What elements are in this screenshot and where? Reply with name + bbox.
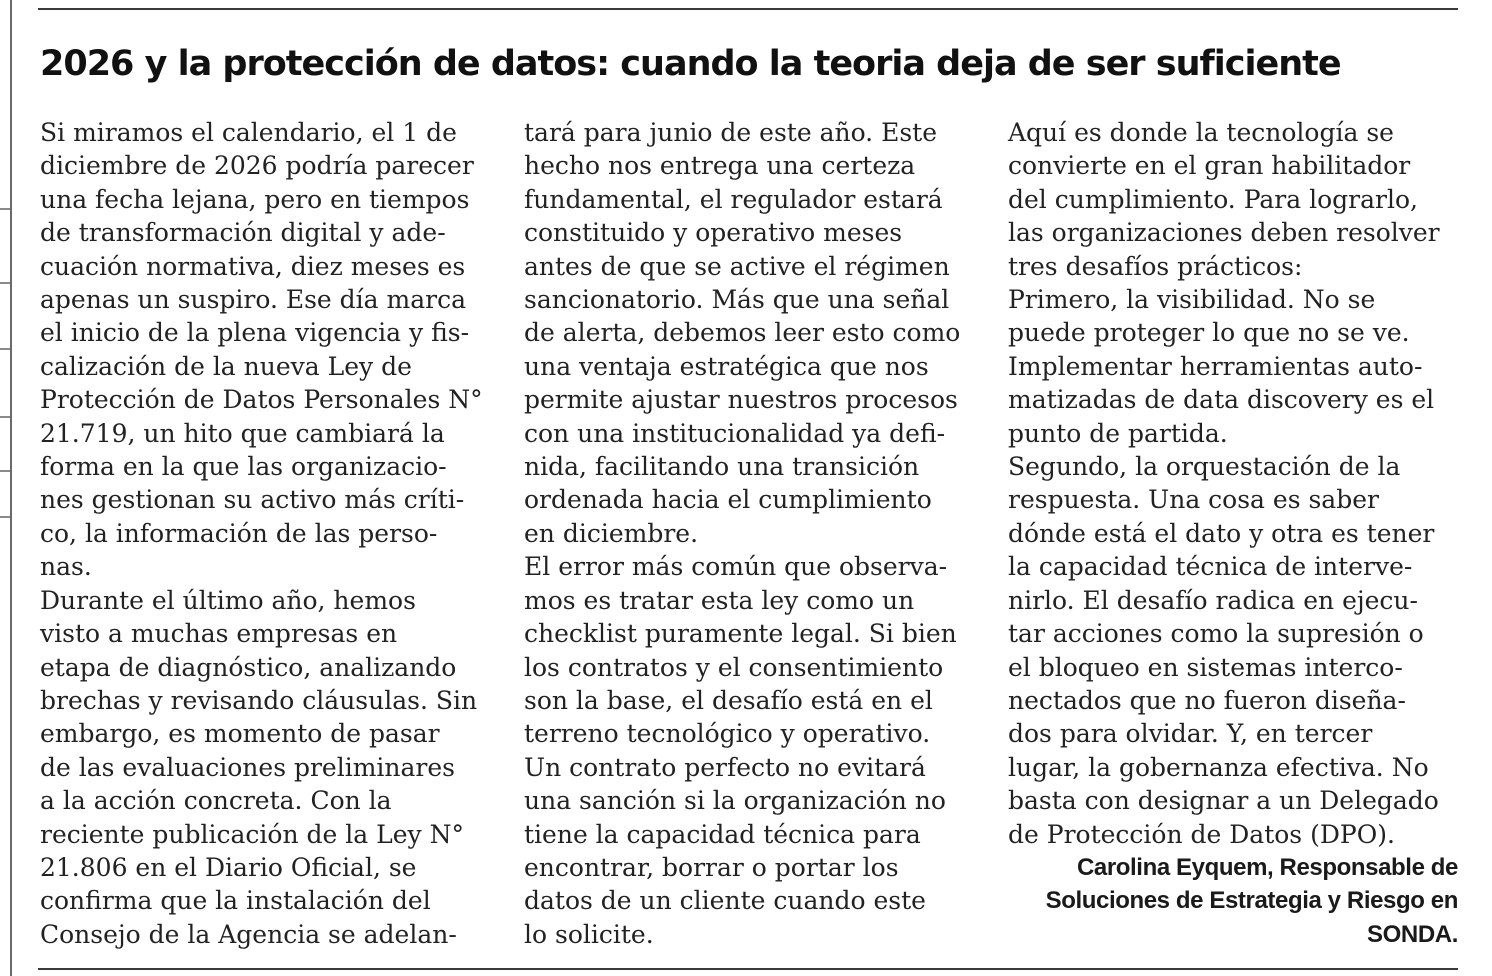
column-line: lo solicite.: [524, 919, 654, 949]
column-line: los contratos y el consentimiento: [524, 652, 944, 682]
author-byline: [1008, 851, 1458, 951]
column-line: matizadas de data discovery es el: [1008, 385, 1435, 415]
column-line: Un contrato perfecto no evitará: [524, 752, 926, 782]
column-line: Si miramos el calendario, el 1 de: [40, 118, 457, 147]
column-line: respuesta. Una cosa es saber: [1008, 485, 1379, 515]
byline-line: Carolina Eyquem, Responsable de: [1076, 853, 1458, 881]
column-line: una sanción si la organización no: [524, 786, 946, 816]
left-tick: [0, 516, 10, 518]
column-line: Segundo, la orquestación de la: [1008, 452, 1401, 482]
column-line: de alerta, debemos leer esto como: [524, 318, 961, 348]
byline-line: Soluciones de Estrategia y Riesgo en: [1045, 887, 1458, 915]
column-line: ordenada hacia el cumplimiento: [524, 485, 932, 515]
column-line: de las evaluaciones preliminares: [40, 752, 455, 782]
column-line: apenas un suspiro. Ese día marca: [40, 285, 466, 315]
column-line: brechas y revisando cláusulas. Sin: [40, 685, 478, 715]
column-line: El error más común que observa-: [524, 552, 948, 582]
column-line: datos de un cliente cuando este: [524, 886, 926, 916]
column-line: basta con designar a un Delegado: [1008, 786, 1439, 816]
column-line: etapa de diagnóstico, analizando: [40, 652, 457, 682]
left-tick: [0, 348, 10, 350]
column-line: del cumplimiento. Para lograrlo,: [1008, 184, 1418, 214]
column-line: encontrar, borrar o portar los: [524, 852, 899, 882]
column-line: nas.: [40, 552, 92, 582]
column-line: punto de partida.: [1008, 418, 1228, 448]
column-line: Primero, la visibilidad. No se: [1008, 285, 1376, 315]
column-line: nectados que no fueron diseña-: [1008, 685, 1406, 715]
column-line: 21.806 en el Diario Oficial, se: [40, 852, 417, 882]
column-line: tar acciones como la supresión o: [1008, 619, 1424, 649]
column-line: hecho nos entrega una certeza: [524, 151, 916, 181]
bottom-rule: [38, 968, 1458, 970]
column-line: las organizaciones deben resolver: [1008, 218, 1440, 248]
column-line: mos es tratar esta ley como un: [524, 585, 915, 615]
column-line: una ventaja estratégica que nos: [524, 351, 929, 381]
column-line: Implementar herramientas auto-: [1008, 351, 1423, 381]
column-line: dónde está el dato y otra es tener: [1008, 518, 1435, 548]
column-line: forma en la que las organizacio-: [40, 452, 447, 482]
column-line: terreno tecnológico y operativo.: [524, 719, 931, 749]
column-line: en diciembre.: [524, 518, 699, 548]
column-line: tará para junio de este año. Este: [524, 118, 938, 147]
article-column-2: [524, 116, 984, 951]
left-tick: [0, 208, 10, 210]
column-line: sancionatorio. Más que una señal: [524, 285, 950, 315]
column-line: una fecha lejana, pero en tiempos: [40, 184, 470, 214]
column-line: checklist puramente legal. Si bien: [524, 619, 957, 649]
column-line: Durante el último año, hemos: [40, 585, 416, 615]
column-line: permite ajustar nuestros procesos: [524, 385, 958, 415]
column-line: dos para olvidar. Y, en tercer: [1008, 719, 1373, 749]
column-line: constituido y operativo meses: [524, 218, 903, 248]
column-line: diciembre de 2026 podría parecer: [40, 151, 474, 181]
column-line: tres desafíos prácticos:: [1008, 251, 1303, 281]
column-line: fundamental, el regulador estará: [524, 184, 943, 214]
column-line: son la base, el desafío está en el: [524, 685, 933, 715]
column-line: tiene la capacidad técnica para: [524, 819, 921, 849]
column-line: Protección de Datos Personales N°: [40, 385, 483, 415]
column-line: nida, facilitando una transición: [524, 452, 920, 482]
column-line: el bloqueo en sistemas interco-: [1008, 652, 1403, 682]
column-line: puede proteger lo que no se ve.: [1008, 318, 1410, 348]
column-line: nes gestionan su activo más críti-: [40, 485, 465, 515]
column-line: reciente publicación de la Ley N°: [40, 819, 464, 849]
column-line: de Protección de Datos (DPO).: [1008, 819, 1395, 849]
article-column-1: [40, 116, 496, 951]
article-column-3: [1008, 116, 1458, 951]
column-line: de transformación digital y ade-: [40, 218, 446, 248]
column-line: antes de que se active el régimen: [524, 251, 950, 281]
column-line: 21.719, un hito que cambiará la: [40, 418, 445, 448]
article-headline: 2026 y la protección de datos: cuando la teoria deja de ser suficiente: [40, 44, 1341, 84]
column-line: la capacidad técnica de interve-: [1008, 552, 1413, 582]
column-line: calización de la nueva Ley de: [40, 351, 412, 381]
column-line: convierte en el gran habilitador: [1008, 151, 1411, 181]
column-line: cuación normativa, diez meses es: [40, 251, 466, 281]
top-rule: [38, 8, 1458, 10]
left-tick: [0, 470, 10, 472]
column-line: a la acción concreta. Con la: [40, 786, 392, 816]
column-line: nirlo. El desafío radica en ejecu-: [1008, 585, 1418, 615]
column-line: el inicio de la plena vigencia y fis-: [40, 318, 470, 348]
column-line: Aquí es donde la tecnología se: [1008, 118, 1394, 147]
left-tick: [0, 416, 10, 418]
column-line: embargo, es momento de pasar: [40, 719, 440, 749]
left-tick: [0, 282, 10, 284]
column-line: Consejo de la Agencia se adelan-: [40, 919, 457, 949]
column-line: visto a muchas empresas en: [40, 619, 398, 649]
column-line: co, la información de las perso-: [40, 518, 438, 548]
column-line: confirma que la instalación del: [40, 886, 431, 916]
page-left-rule: [10, 0, 12, 976]
column-line: con una institucionalidad ya defi-: [524, 418, 946, 448]
byline-line: SONDA.: [1367, 920, 1458, 948]
column-line: lugar, la gobernanza efectiva. No: [1008, 752, 1429, 782]
